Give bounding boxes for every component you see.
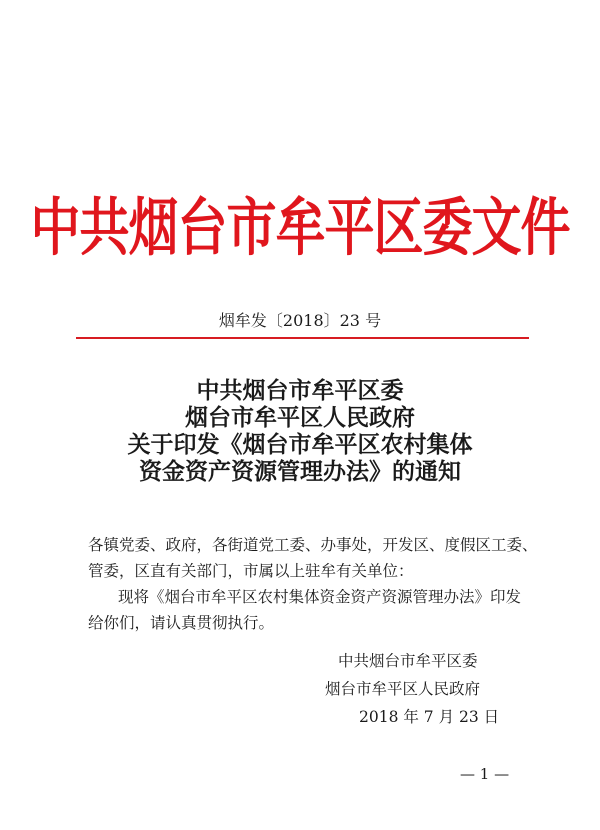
body-line: 现将《烟台市牟平区农村集体资金资产资源管理办法》印发 xyxy=(118,588,522,606)
red-separator-line xyxy=(76,337,529,339)
title-line: 中共烟台市牟平区委 xyxy=(196,377,404,404)
title-line: 烟台市牟平区人民政府 xyxy=(185,404,415,431)
recipients-line: 管委，区直有关部门，市属以上驻牟有关单位： xyxy=(88,562,414,580)
recipients-line: 各镇党委、政府，各街道党工委、办事处，开发区、度假区工委、 xyxy=(88,536,538,554)
notice-body xyxy=(88,584,548,636)
document-number: 烟牟发〔2018〕23 号 xyxy=(218,311,382,330)
signature-date: 2018 年 7 月 23 日 xyxy=(359,708,500,726)
page-number: — 1 — xyxy=(460,765,510,783)
title-line: 资金资产资源管理办法》的通知 xyxy=(139,458,461,485)
document-title xyxy=(0,377,600,485)
body-line: 给你们，请认真贯彻执行。 xyxy=(88,614,275,632)
signature-party-committee: 中共烟台市牟平区委 xyxy=(338,652,478,670)
document-masthead: 中共烟台市牟平区委文件 xyxy=(30,191,570,264)
title-line: 关于印发《烟台市牟平区农村集体 xyxy=(127,431,473,458)
recipients xyxy=(88,532,548,584)
signature-government: 烟台市牟平区人民政府 xyxy=(325,680,481,698)
